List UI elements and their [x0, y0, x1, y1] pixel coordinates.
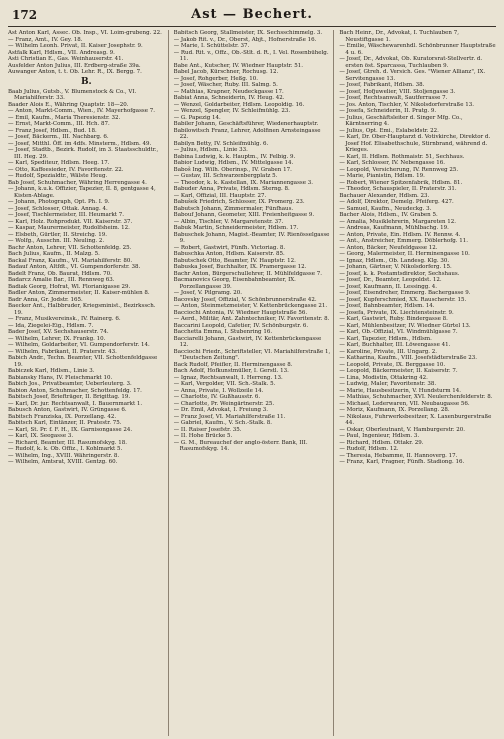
- directory-entry: Bachr Anton, Lehrer, VII. Schottenfeldg. 25.: [8, 244, 132, 251]
- directory-entry: — Georg, Malermeister, II. Herminengasse 10.: [339, 251, 470, 257]
- directory-entry: — Franz Josef, VI. Mariahilferstraße 11.: [173, 413, 286, 420]
- directory-entry: — Dr. Emil, Advokat, I. Freiung 3.: [173, 407, 269, 413]
- directory-entry: — Josef, k. k. Postamtsdirektor, Sechshaus.: [339, 270, 460, 277]
- directory-entry: — Oskar, Oberleutnant, V. Hamburgerstr. 20.: [339, 426, 466, 433]
- directory-entry: — Rudolf, Spezialdtr., Wälste Heug.: [8, 173, 108, 179]
- directory-entry: — Theresia, Hebamme, II. Hannoverg. 17.: [339, 452, 458, 459]
- directory-entry: Bader Josef, XV. Sechshauserstr. 74.: [8, 329, 109, 335]
- directory-entry: Badarcz Amalie Bar., III. Rennweg 63.: [8, 277, 115, 283]
- directory-entry: — Franz, Amt., IV. Gey. 18.: [8, 36, 83, 43]
- directory-entry: — Karl, St. Pr. f. F. H., IX. Garnisongasse 24.: [8, 426, 133, 433]
- directory-entry: — Emil, Kaufm., Maria Theresienstr. 32.: [8, 114, 121, 121]
- directory-entry: — Jos. Anton, Tischler, V. Nikolsdorferstraße 13.: [339, 101, 474, 108]
- directory-entry: Bach Adolf, Hofkunstmüller, I. Gerstl. 13.: [173, 368, 289, 374]
- directory-entry: — Mathias, Schuhmacher, XVI. Neulerchenfelderstr. 8.: [339, 394, 493, 400]
- directory-entry: — Otto, Kaffeesieder, IV. Favoritenstr. 22.: [8, 166, 124, 173]
- directory-entry: — Josef, Tischlermeister, III. Heumarkt 7.: [8, 212, 125, 218]
- directory-entry: — Ant., Anstreicher, Emmerg. Döblerhofg. 11.: [339, 238, 469, 244]
- directory-entry: Badiak Georg, Hofrat, Wl. Florianigasse 29.: [8, 283, 131, 290]
- directory-entry: — Karl, Tapezier, Hdlsm., Hdlsm.: [339, 335, 432, 342]
- directory-entry: — Wilhelm, Goldarbeiter, VI. Gumpendorferstr. 14.: [8, 342, 150, 348]
- directory-entry: Bacchetta Emma, I. Stubenring 16.: [173, 329, 273, 335]
- directory-entry: — Josef, Schlosser, Ottak. Annag. 4.: [8, 205, 108, 212]
- directory-entry: — Josef, Wäscher, Ruby. III. Salmg. 5.: [173, 82, 278, 88]
- directory-entry: — Ernst, Markt-Comm., III. Hch. 87.: [8, 121, 110, 127]
- directory-entry: Bacciarelli Johann, Gastwirt, IV. Kettenbrückengasse 12.: [173, 335, 322, 348]
- directory-entry: — Anton, Steinmetzmeister, V. Kettenbrückengasse 21.: [173, 303, 328, 309]
- directory-entry: — Wilhelm Leonh. Privat, II. Kaiser Josephstr. 9.: [8, 43, 143, 49]
- directory-entry: Badr Anna, Gr. Jodstr. 165.: [8, 296, 83, 303]
- directory-entry: Babina Ludwig, k. k. Hauptm., IV. Felbig. 9.: [173, 153, 296, 160]
- directory-entry: — Ignaz, Rechtsanwalt, I. Herreng. 13.: [173, 374, 283, 381]
- directory-entry: — Leopold, Bäckermeister, II. Kaiserstr. 7.: [339, 368, 458, 374]
- directory-entry: — Karoline, Private, III. Ungarg. 2.: [339, 348, 438, 355]
- directory-entry: Babitsch Georg, Stallmeister, IX. Sechsschimmelg. 3.: [173, 30, 323, 36]
- directory-entry: Baab Julius, Gutsb., V. Blumenstock & Co., VI. Mariahilferstr. 33.: [8, 88, 137, 101]
- directory-entry: — Mathias, Krapner, Neudeckgasse 17.: [173, 88, 284, 95]
- directory-entry: — Charlotte, IV. Gußhausstr. 6.: [173, 394, 261, 400]
- directory-entry: — Gustav, III. Schwarzenbergplatz 5.: [173, 173, 278, 179]
- directory-entry: — Anton, Private, Ein. Hdlsm. IV. Rennw. 4.: [339, 231, 461, 238]
- directory-entry: — Josef, Kaufmann, II. Lessingg. 4.: [339, 283, 438, 290]
- column-3: [339, 30, 496, 736]
- directory-entry: Bab Josef, Schuhmacher, Währing Herrengasse 4.: [8, 179, 147, 186]
- directory-entry: — Ida, Ziegelei-Eig., Hdlsm. 7.: [8, 322, 94, 329]
- directory-entry: — Franz, Musikvereinsk., IV. Rainerg. 6.: [8, 316, 121, 322]
- directory-entry: Babouf Johann, Geometer, XIII. Freienheitgasse 9.: [173, 212, 315, 218]
- directory-entry: Bacovsky Josef, Offizial, V. Schönbrunnerstraße 42.: [173, 296, 317, 303]
- directory-entry: — Josef, Mitthl. Öff. im 4dfs. Minsterm., Hdlsm. 49.: [8, 140, 152, 147]
- directory-entry: — Karl, Holz. Rohprodukt. VII. Kaiserstr. 37.: [8, 218, 133, 225]
- directory-entry: — Richard, Hdlsm. Ottakr. 29.: [339, 439, 424, 446]
- directory-entry: — Franz Josef, Hdlsm., Bud. 18.: [8, 127, 97, 134]
- directory-entry: Babiczek Karl, Hdlsm., Linie 3.: [8, 368, 95, 374]
- directory-entry: Baecker Ant., Halbbruder, Kriegsminist., Bezirkssch. 19.: [8, 303, 156, 316]
- directory-entry: — Josef, Bahnbeamter, Hdlsm. 14.: [339, 303, 435, 309]
- directory-entry: — Samuel, Kaufm., Neudeckg. 3.: [339, 205, 432, 212]
- directory-entry: — Johann, Gärtner, V. Nikolsdorferg. 15.: [339, 264, 452, 270]
- directory-entry: Badauf Anton, Altfdt., VI. Gumpendorferstr. 38.: [8, 264, 141, 270]
- directory-entry: Baader Alois E., Währing Quaptstr. 18—20.: [8, 101, 129, 108]
- directory-entry: Baccarini Leopold, Cafetier, IV. Schönburgstr. 6.: [173, 322, 309, 329]
- directory-entry: — II. Raiser Josefstr. 35.: [173, 426, 242, 433]
- directory-entry: Babe Ant., Kutscher, IV. Wiedner Hauptstr. 51.: [173, 62, 304, 69]
- directory-entry: — Anton, Markt-Comm., Wien., IV. Mayerhofgasse 7.: [8, 108, 155, 114]
- directory-entry: Babuschka Anton, Hdlsm. Kaiserstr. 85.: [173, 251, 285, 257]
- directory-entry: — Karl, Offizial, III. Hauptstr. 27.: [173, 192, 267, 199]
- directory-entry: — Leopold, Versicherung, IV. Rennweg 25.: [339, 166, 459, 173]
- directory-entry: — Michael, Lederwaren, VII. Neubaugasse 56.: [339, 400, 470, 407]
- directory-entry: — Ignaz, Hdlsm., Ob. Landesg. Klg. 30.: [339, 257, 450, 264]
- directory-entry: — Adolf, Direktor, Demelg. Pfeiferg. 427.: [339, 199, 454, 205]
- directory-entry: Babitsch Franziska, IX. Porzellang. 42.: [8, 413, 117, 420]
- directory-entry: — Josef, Fabrikant, Hdlsm. 38.: [339, 82, 425, 88]
- directory-entry: — Theodor, Schauspieler, II. Praterstr. 31.: [339, 186, 457, 192]
- directory-entry: — Ludwig, Maler, Favoritenstr. 38.: [339, 381, 437, 387]
- directory-entry: — Wolfg., Ausschn. III. Neuling. 2.: [8, 238, 105, 244]
- directory-entry: Bacciochi Friedr., Schriftsteller, VI. Mariahilferstraße 1, "Deutschen Zeitung".: [173, 348, 331, 361]
- directory-entry: — Robert, Gastwirt, Fünfh. Victoriag. 8.: [173, 244, 286, 251]
- directory-entry: Babusch Anton, Gastwirt, IV. Grüngasse 6.: [8, 407, 127, 413]
- directory-entry: — Lina, Modistin, Ottakring 42.: [339, 374, 428, 381]
- directory-entry: — Josef, V. Pilgramg. 20.: [173, 290, 242, 296]
- directory-entry: — Gabriel, Kaufm., V. Sch.-Stalk. 8.: [173, 420, 273, 426]
- directory-entry: — Elsbeth, Gürtler, II. Streichg. 19.: [8, 231, 108, 238]
- directory-entry: — Paul, Ingenieur, Hdlsm. 3.: [339, 433, 420, 439]
- directory-entry: — Wilhelm, Fabrikant, II. Praterstr. 43.: [8, 348, 117, 355]
- directory-entry: — Karl, Buchhalter, III. Löwengasse 41.: [339, 342, 451, 348]
- directory-entry: Babich Andr., Techn. Beamter, VII. Schottenfeldgasse 19.: [8, 355, 158, 368]
- directory-entry: Bacciochi Antonia, IV. Wiedner Hauptstraße 56.: [173, 309, 308, 316]
- page-title: Ast — Bechert.: [191, 7, 313, 22]
- directory-entry: — Nikolaus, Fuhrwerksbesitzer, X. Laxenburgerstraße 44.: [339, 413, 492, 426]
- directory-entry: — Marie, Pianistin, Hdlsm. 19.: [339, 173, 425, 179]
- directory-entry: Babiat Anna, Schneiderin, IV. Heug. 42.: [173, 95, 285, 101]
- column-2: [174, 30, 335, 736]
- directory-entry: Babiler Johann, Geschäftsführer, Wiedenerhauptstr.: [173, 121, 319, 127]
- directory-entry: Babior Ludwig, Hdlsm., IV. Mittelgasse 14.: [173, 160, 294, 166]
- directory-entry: — Charlotte, Pr. Weingärtnerstr. 25.: [173, 400, 275, 407]
- directory-entry: — Wilhelm, Amtsrat, XVIII. Gentzg. 60.: [8, 459, 118, 465]
- directory-entry: Back Rudolf, Pfeifler, II. Herminengasse 8.: [173, 361, 293, 368]
- directory-entry: — Karl, Mühlenbesitzer, IV. Wiedner Gürtel 13.: [339, 322, 471, 329]
- directory-entry: — G. Papezig 14.: [173, 114, 221, 121]
- directory-entry: — Wilhelm, Lehrer, IX. Frankg. 10.: [8, 335, 106, 342]
- directory-entry: Babich Jos., Privatbeamter, Ueberleuterg. 3.: [8, 381, 132, 387]
- directory-entry: Bacher Alois, Hdlsm., IV. Graben 5.: [339, 212, 438, 218]
- page-header: [8, 6, 496, 27]
- directory-entry: Bach Heinr., Dr., Advokat, I. Tuchlauben 7, Neustiftgasse 1.: [339, 30, 459, 43]
- directory-entry: — Josef, Hofjuwelier, VIII. Stoljengasse 3.: [339, 88, 456, 95]
- directory-entry: — Josef, Dr., Advokat, Ob. Kuratorsrat-Stellvertr. d. ersten öst. Sparcassa, Tuchlauben 9.: [339, 56, 483, 69]
- directory-entry: Bacmanovics Georg, Eisenbahnbeamter, IX. Porzellangasse 39.: [173, 277, 296, 290]
- columns: [8, 30, 496, 736]
- directory-entry: — Rudolf, k. k. Ob. Offiz., I. Kohlmarkt 5.: [8, 446, 123, 452]
- directory-entry: — Amalia, Musiklehrerin, Margareten 12.: [339, 218, 457, 225]
- directory-entry: — Karl, Gastwirt, Ruby. Bindergasse 8.: [339, 316, 448, 322]
- directory-entry: — Franz, Karl, Fragner, Fünfh. Stadiong. 16.: [339, 459, 465, 465]
- directory-entry: Ast Anton Karl, Assec. Ob. Insp., VI. Loim-grubeng. 22.: [8, 30, 162, 36]
- directory-entry: — Jakob Rit. v., Dr., Oberst, Abjt., Hofnerstraße 16.: [173, 36, 317, 43]
- directory-entry: Asti Christian E., Gas. Weinhauserstr. 41.: [8, 56, 124, 62]
- directory-entry: Babitsch Karl, Eintänzer, II. Pratestr. 75.: [8, 420, 122, 426]
- directory-entry: — Leopold, Private, IX. Berggasse 10.: [339, 361, 446, 368]
- directory-entry: — Wenzel, Spengler, IV. Schleifmühlg. 23.: [173, 108, 291, 114]
- directory-entry: Babuder Anna, Private, Hdlsm. Sterng. 8.: [173, 186, 290, 192]
- directory-entry: — Karl, Schlosser, IV. Nebengasse 16.: [339, 160, 446, 166]
- directory-entry: — Andreas, Kaufmann, Mühlbachg. 19.: [339, 225, 449, 231]
- directory-entry: — Josefa, Schneiderin, II. Pratg. 9.: [339, 108, 437, 114]
- directory-entry: Auwanger Anton, t. t. Ob. Lehr. R., IX. Bergg. 7.: [8, 69, 142, 75]
- directory-entry: — Wenzel, Goldarbeiter, Hdlsm. Leopoldig. 16.: [173, 101, 305, 108]
- directory-entry: — Julius, Opt. Emi., Eslabeldstr. 22.: [339, 127, 439, 134]
- directory-entry: Babuschek Johann, Magist.-Beamter, IV. Rienösselgasse 9.: [173, 231, 330, 244]
- directory-entry: — Karl, Dr. jur. Rechtsanwalt, I. Bauernmarkt 1.: [8, 400, 143, 407]
- directory-entry: — Karl, Ob.-Offizial, VI. Windmühlgasse 7.: [339, 329, 458, 335]
- directory-entry: — Johann, k.u.k. Offizier, Tapezier, II. 8, gentgasse 4, Kisten-Ablage.: [8, 186, 156, 199]
- directory-entry: Backal Franz, Kaufm., VI. Mariahilferstr. 80.: [8, 257, 133, 264]
- directory-entry: Baboš Ing. Wilh. Oberinsp., IV. Graben 17.: [173, 166, 292, 173]
- directory-entry: — Josef, Eisendreher, Emmerg. Bachergasse 9.: [339, 290, 471, 296]
- directory-entry: Astfalk Karl, Hdlsm., VII. Andreasg. 9.: [8, 49, 115, 56]
- directory-entry: Badler Anton, Zimmermeister, II. Kaiser-mühlen 8.: [8, 290, 150, 296]
- directory-entry: — Rudolf, Hdlsm. 12.: [339, 446, 399, 452]
- directory-entry: Babitsch Josef, Briefträger, II. Brigittag. 19.: [8, 394, 131, 400]
- directory-entry: Babilowitsch Franz, Lehrer, Adolfinen Arnsteingasse 22.: [173, 127, 321, 140]
- page-number: 172: [12, 8, 38, 22]
- directory-entry: — Josef, Bäckerm., III. Nachbarg. 6.: [8, 134, 109, 140]
- directory-entry: Babutschek Otto, Beamter, IV. Hauptstr. 12.: [173, 257, 296, 264]
- directory-entry: — Marie, I. Schüttelstr. 37.: [173, 43, 250, 49]
- directory-entry: — Karl, IX. Seegasse 3.: [8, 433, 74, 439]
- directory-entry: — Karl, Vergolder, VII. Sch.-Stalk. 5.: [173, 381, 276, 387]
- directory-entry: — Anton, Bäcker, Neufeldgasse 12.: [339, 244, 438, 251]
- directory-entry: — Josef, Rohgerber, Heßg. 10.: [173, 75, 259, 82]
- directory-entry: — Karl, Spediteur, Hdlsm. Heeg. 17.: [8, 160, 110, 166]
- directory-entry: Badelt Franz, Ob. Baurat, Hdlsm. 70.: [8, 270, 112, 277]
- directory-entry: — Karl, Dr. Ober-Hauptarzt d. Votivkirche, Direktor d. Josef Hof. Elisabethschule, Stirnbrand, während d. Krieges.: [339, 134, 491, 153]
- directory-entry: — Wilhelm, Ing., XVIII. Währingerstr. 8.: [8, 452, 120, 459]
- directory-entry: — Rud. Rit. v., Offz., Ob.-Stlt. d. R., I. Vel. Rosenbühelg. 11.: [173, 49, 329, 62]
- directory-entry: — Emilie, Wäschewarenhdl. Schönbrunner Hauptstraße 4 u. 6.: [339, 43, 496, 56]
- directory-entry: Babel Jacob, Kürschner, Rochusg. 12.: [173, 69, 279, 75]
- directory-entry: — Josef, Gtreh. d. Versich. Ges. "Wiener Allianz", IX. Servitengasse 13.: [339, 69, 486, 82]
- directory-entry: — Julius, Geschäftsleiter d. Singer Mfg. Co., Kärntnerring 4.: [339, 114, 463, 127]
- directory-entry: — Robert, Wiener Spitzenfabrik, Hdlsm. 81.: [339, 179, 463, 186]
- directory-entry: Babuk Martin, Schneidermeister, Hdlsm. 17.: [173, 225, 299, 231]
- directory-entry: — Josef, Dr., Beamter, Leopoldst. 12.: [339, 277, 442, 283]
- directory-entry: — Richard, Beamter, III. Rasumofskyg. 18.: [8, 439, 127, 446]
- directory-entry: Babuska Josef, Buchhalter, IX. Pramergasse 12.: [173, 264, 307, 270]
- section-letter: B.: [80, 76, 92, 87]
- directory-entry: Babušek Friedrich, Schlosser, IX. Promerg. 23.: [173, 199, 305, 205]
- directory-entry: — Josef, Kupferschmied, XX. Rauscherstr. 15.: [339, 296, 467, 303]
- directory-entry: Babiansky Hans, IV. Fleischmarkt 10.: [8, 374, 113, 381]
- directory-entry: — Theodor, k. k. Kastellan, IX. Mariannengasse 3.: [173, 179, 313, 186]
- directory-entry: — Marie, Hausbesitzerin, V. Hundsturm 14.: [339, 387, 462, 394]
- directory-entry: — Kaspar, Maurermeister, Rudolfsheim. 12.: [8, 225, 130, 231]
- directory-entry: — Moriz, Kaufmann, IX. Porzellang. 28.: [339, 407, 450, 413]
- directory-entry: Bach Julius, Kaufm., II. Malzg. 5.: [8, 251, 100, 257]
- directory-entry: — Katharina, Kaufm., VIII. Josefstädterstraße 23.: [339, 355, 478, 361]
- directory-entry: Bachr Anton, Bürgerschullehrer, II. Mühlfeldgasse 7.: [173, 270, 322, 277]
- directory-entry: — Josef, Rechtsanwalt, Sautferrasse 7.: [339, 95, 448, 101]
- directory-entry: — Josefa, Private, IX. Liechtensteinstr. 9.: [339, 309, 454, 316]
- directory-entry: — Aerd., Militär, Ant. Zahntechniker, IV. Favoritenstr. 8.: [173, 316, 330, 322]
- directory-entry: — Karl, II. Hdlsm. Rothmaistr. 51, Sechhaus.: [339, 153, 465, 160]
- directory-entry: — Anna, Private, I. Wollzeile 14.: [173, 387, 264, 394]
- directory-entry: Ausfelder Anton Julius, III. Erdberg-straße 39a.: [8, 62, 141, 69]
- directory-entry: — Julius, Hdlsm., Linie 33.: [173, 147, 248, 153]
- directory-entry: Babilyn Betty, IV. Schleifmühlg. 6.: [173, 140, 269, 147]
- directory-entry: — Albin, Tischler, V. Margaretenstr. 37.: [173, 218, 284, 225]
- directory-entry: — II. Hohe Brücke 5.: [173, 433, 233, 439]
- directory-entry: Bachauer Alexander, Hdlsm. 23.: [339, 192, 430, 199]
- directory-entry: Babion Anton, Schuhmacher, Schottenfeldg. 17.: [8, 387, 142, 394]
- column-1: [8, 30, 169, 736]
- directory-entry: Babutsch Johann, Zimmermaler, Fünfhaus.: [173, 205, 294, 212]
- directory-entry: — Johann, Photograph, Opt. Ph. I. 9.: [8, 199, 110, 205]
- directory-entry: — G. M., Bureauchef der anglo-österr. Bank, III. Rasumofskyg. 14.: [173, 439, 308, 452]
- directory-entry: — Josef, Stadtb., Bezirk. Rudolf, im 3. Staatsschuldtr., III. Heg. 29.: [8, 147, 159, 160]
